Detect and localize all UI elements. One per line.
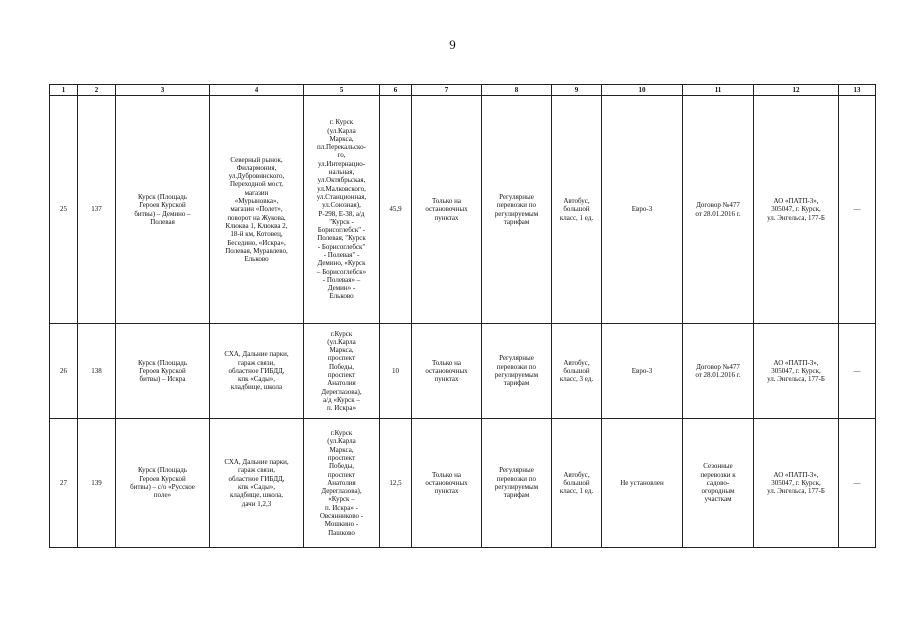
route-name: Курск (Площадь Героев Курской битвы) – Искра [116,324,210,419]
page-number: 9 [449,37,456,52]
transport-type: Регулярные перевозки по регулируемым тарифам [482,324,552,419]
column-number-3: 3 [116,85,210,96]
contract: Сезонные перевозки к садово- огородным участкам [683,419,754,548]
route-stops: Северный рынок, Филармония, ул.Дубровинского, Переходной мост, магазин «Мурыновка», магазин «Полет», поворот на Жукова, Клюква 1, Клюква 2, 18-й км, Котовец, Беседино, «Искра», Полевая, Муравлево, Ельково [210,96,304,324]
route-number: 138 [78,324,116,419]
column-number-4: 4 [210,85,304,96]
column-number-7: 7 [412,85,482,96]
eco-class: Не установлен [602,419,683,548]
column-number-8: 8 [482,85,552,96]
route-streets: г.Курск (ул.Карла Маркса, проспект Победы, проспект Анатолия Дереглазова), «Курск – п. Искра» - Овсянниково - Мошкино - Пашково [304,419,380,548]
boarding-order: Только на остановочных пунктах [412,96,482,324]
route-length: 45,9 [380,96,412,324]
route-name: Курск (Площадь Героев Курской битвы) – Демино – Полевая [116,96,210,324]
notes: — [839,419,876,548]
table-row [50,324,876,419]
route-streets: г.Курск (ул.Карла Маркса, проспект Победы, проспект Анатолия Дереглазова), а/д «Курск – п. Искра» [304,324,380,419]
route-stops: СХА, Дальние парки, гараж связи, областное ГИБДД, кпк «Сады», кладбище, школа, дачи 1,2,3 [210,419,304,548]
column-number-9: 9 [552,85,602,96]
column-number-13: 13 [839,85,876,96]
route-index: 27 [50,419,78,548]
notes: — [839,324,876,419]
column-number-10: 10 [602,85,683,96]
table-row [50,96,876,324]
notes: — [839,96,876,324]
vehicle-class: Автобус, большой класс, 1 ед. [552,419,602,548]
transport-type: Регулярные перевозки по регулируемым тарифам [482,96,552,324]
column-number-11: 11 [683,85,754,96]
transport-type: Регулярные перевозки по регулируемым тарифам [482,419,552,548]
header-row [50,85,876,96]
carrier: АО «ПАТП-3», 305047, г. Курск, ул. Энгельса, 177-Б [754,324,839,419]
routes-table [49,84,876,548]
route-length: 10 [380,324,412,419]
route-number: 139 [78,419,116,548]
column-number-2: 2 [78,85,116,96]
contract: Договор №477 от 28.01.2016 г. [683,96,754,324]
boarding-order: Только на остановочных пунктах [412,419,482,548]
eco-class: Евро-3 [602,324,683,419]
contract: Договор №477 от 28.01.2016 г. [683,324,754,419]
column-number-1: 1 [50,85,78,96]
route-number: 137 [78,96,116,324]
boarding-order: Только на остановочных пунктах [412,324,482,419]
table-row [50,419,876,548]
vehicle-class: Автобус, большой класс, 1 ед. [552,96,602,324]
route-name: Курск (Площадь Героев Курской битвы) – с/о «Русское поле» [116,419,210,548]
route-length: 12,5 [380,419,412,548]
vehicle-class: Автобус, большой класс, 3 ед. [552,324,602,419]
route-streets: г. Курск (ул.Карла Маркса, пл.Перекальско- го, ул.Интернацио- нальная, ул.Октябрьская, ул.Малковского, ул.Станционная, ул.Союзная), Р-298, Е-38, а/д "Курск - Борисоглебск" - Полевая, "Курск - Борисоглебск" - Полевая" - Демино, «Курск – Борисоглебск» - Полевая» – Демин» - Ельково [304,96,380,324]
carrier: АО «ПАТП-3», 305047, г. Курск, ул. Энгельса, 177-Б [754,419,839,548]
column-number-12: 12 [754,85,839,96]
column-number-5: 5 [304,85,380,96]
column-number-6: 6 [380,85,412,96]
eco-class: Евро-3 [602,96,683,324]
route-index: 25 [50,96,78,324]
route-stops: СХА, Дальние парки, гараж связи, областное ГИБДД, кпк «Сады», кладбище, школа [210,324,304,419]
carrier: АО «ПАТП-3», 305047, г. Курск, ул. Энгельса, 177-Б [754,96,839,324]
route-index: 26 [50,324,78,419]
